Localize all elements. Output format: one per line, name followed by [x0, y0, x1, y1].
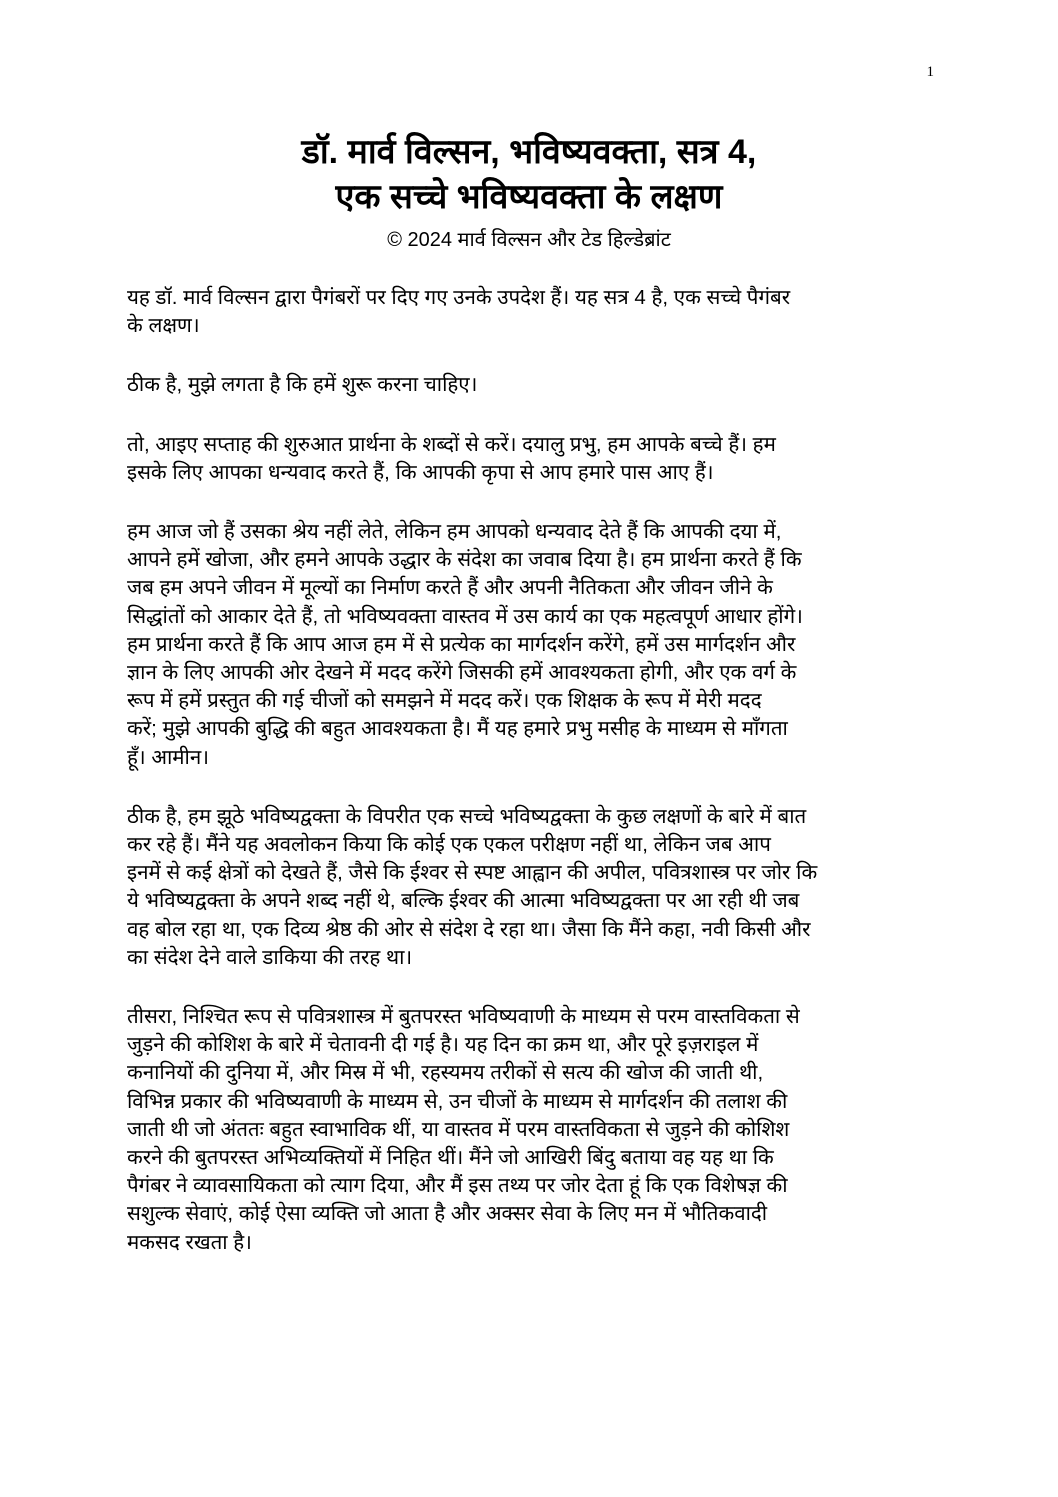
paragraph [127, 518, 937, 772]
page-number: 1 [926, 64, 934, 80]
paragraph-line: हम आज जो हैं उसका श्रेय नहीं लेते, लेकिन हम आपको धन्यवाद देते हैं कि आपकी दया में, [127, 520, 782, 544]
paragraph-line: विभिन्न प्रकार की भविष्यवाणी के माध्यम से, उन चीजों के माध्यम से मार्गदर्शन की तलाश की [127, 1089, 788, 1113]
paragraph-line: कनानियों की दुनिया में, और मिस्र में भी, रहस्यमय तरीकों से सत्य की खोज की जाती थी, [127, 1061, 764, 1085]
paragraph-line: मकसद रखता है। [127, 1230, 252, 1254]
paragraph-line: जुड़ने की कोशिश के बारे में चेतावनी दी गई है। यह दिन का क्रम था, और पूरे इज़राइल में [127, 1033, 759, 1057]
paragraph-line: यह डॉ. मार्व विल्सन द्वारा पैगंबरों पर दिए गए उनके उपदेश हैं। यह सत्र 4 है, एक सच्चे पैगंबर [127, 286, 791, 309]
paragraph-line: तो, आइए सप्ताह की शुरुआत प्रार्थना के शब्दों से करें। दयालु प्रभु, हम आपके बच्चे हैं। हम [127, 432, 776, 456]
paragraph-line: के लक्षण। [127, 314, 200, 338]
paragraph [127, 284, 937, 340]
paragraph-line: ज्ञान के लिए आपकी ओर देखने में मदद करेंगे जिसकी हमें आवश्यकता होगी, और एक वर्ग के [127, 661, 797, 685]
paragraph-line: सिद्धांतों को आकार देते हैं, तो भविष्यवक्ता वास्तव में उस कार्य का एक महत्वपूर्ण आधार होंगे। [127, 604, 803, 628]
paragraph-line: कर रहे हैं। मैंने यह अवलोकन किया कि कोई एक एकल परीक्षण नहीं था, लेकिन जब आप [127, 833, 771, 857]
paragraph-line: आपने हमें खोजा, और हमने आपके उद्धार के संदेश का जवाब दिया है। हम प्रार्थना करते हैं कि [127, 548, 802, 572]
paragraph-line: हूँ। आमीन। [127, 745, 210, 769]
page-title [0, 130, 1058, 220]
document-body [127, 284, 937, 1288]
paragraph-line: रूप में हमें प्रस्तुत की गई चीजों को समझने में मदद करें। एक शिक्षक के रूप में मेरी मदद [127, 689, 762, 713]
paragraph-line: ठीक है, हम झूठे भविष्यद्वक्ता के विपरीत एक सच्चे भविष्यद्वक्ता के कुछ लक्षणों के बारे में बात [127, 804, 807, 828]
paragraph [127, 431, 937, 487]
paragraph-line: वह बोल रहा था, एक दिव्य श्रेष्ठ की ओर से संदेश दे रहा था। जैसा कि मैंने कहा, नवी किसी और [127, 917, 811, 941]
paragraph-line: करें; मुझे आपकी बुद्धि की बहुत आवश्यकता है। मैं यह हमारे प्रभु मसीह के माध्यम से माँगता [127, 717, 788, 741]
paragraph-line: ठीक है, मुझे लगता है कि हमें शुरू करना चाहिए। [127, 373, 478, 397]
paragraph-line: इसके लिए आपका धन्यवाद करते हैं, कि आपकी कृपा से आप हमारे पास आए हैं। [127, 460, 714, 484]
paragraph-line: करने की बुतपरस्त अभिव्यक्तियों में निहित थीं। मैंने जो आखिरी बिंदु बताया वह यह था कि [127, 1146, 774, 1170]
title-line: डॉ. मार्व विल्सन, भविष्यवक्ता, सत्र 4, [301, 133, 757, 171]
paragraph [127, 803, 937, 972]
paragraph-line: पैगंबर ने व्यावसायिकता को त्याग दिया, और मैं इस तथ्य पर जोर देता हूं कि एक विशेषज्ञ की [127, 1174, 788, 1198]
paragraph [127, 1003, 937, 1257]
paragraph-line: ये भविष्यद्वक्ता के अपने शब्द नहीं थे, बल्कि ईश्वर की आत्मा भविष्यद्वक्ता पर आ रही थी जब [127, 889, 800, 913]
paragraph-line: सशुल्क सेवाएं, कोई ऐसा व्यक्ति जो आता है और अक्सर सेवा के लिए मन में भौतिकवादी [127, 1202, 768, 1226]
title-line: एक सच्चे भविष्यवक्ता के लक्षण [335, 178, 723, 216]
paragraph-line: हम प्रार्थना करते हैं कि आप आज हम में से प्रत्येक का मार्गदर्शन करेंगे, हमें उस मार्गदर्शन और [127, 632, 796, 656]
paragraph-line: जाती थी जो अंततः बहुत स्वाभाविक थीं, या वास्तव में परम वास्तविकता से जुड़ने की कोशिश [127, 1117, 790, 1141]
paragraph-line: तीसरा, निश्चित रूप से पवित्रशास्त्र में बुतपरस्त भविष्यवाणी के माध्यम से परम वास्तविकता से [127, 1005, 800, 1029]
paragraph-line: का संदेश देने वाले डाकिया की तरह था। [127, 945, 413, 969]
paragraph-line: जब हम अपने जीवन में मूल्यों का निर्माण करते हैं और अपनी नैतिकता और जीवन जीने के [127, 576, 773, 600]
paragraph-line: इनमें से कई क्षेत्रों को देखते हैं, जैसे कि ईश्वर से स्पष्ट आह्वान की अपील, पवित्रशास्त्र पर जोर कि [127, 861, 818, 885]
paragraph [127, 371, 937, 399]
copyright-notice: © 2024 मार्व विल्सन और टेड हिल्डेब्रांट [387, 229, 671, 251]
